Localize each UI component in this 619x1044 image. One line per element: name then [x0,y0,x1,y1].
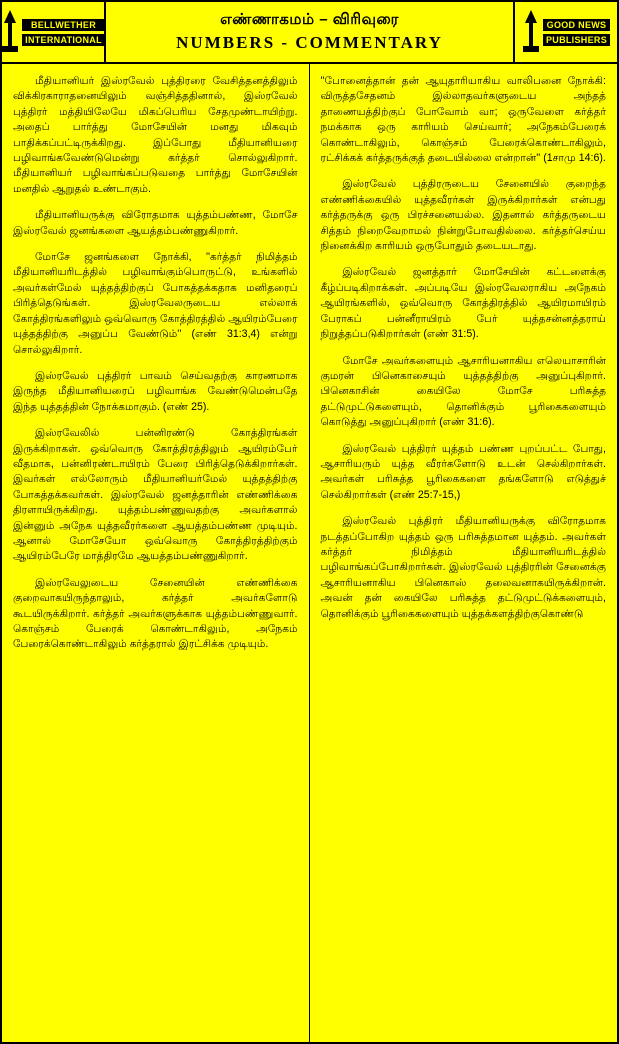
paragraph: இஸ்ரவேல் புத்திரர் பாவம் செய்வதற்கு காரணமாக இருந்த மீதியானியரைப் பழிவாங்க வேண்டுமென்பதே இந்த யுத்தத்தின் நோக்கமாகும். (எண் 25). [13,369,298,413]
logo-left-inner [1,10,105,54]
paragraph: இஸ்ரவேலுடைய சேனையின் எண்ணிக்கை குறைவாகயிருந்தாலும், கர்த்தர் அவர்களோடு கூடயிருக்கிறார். கர்த்தர் அவர்களுக்காக யுத்தம்பண்ணுவார். கொஞ்சம் பேரைக் கொண்டாகிலும், அநேகம் பேரைக்கொண்டாகிலும் கர்த்தரால் இரட்சிக்க முடியும். [13,576,298,651]
paragraph: மீதியானியருக்கு விரோதமாக யுத்தம்பண்ண, மோசே இஸ்ரவேல் ஜனங்களை ஆயத்தம்பண்ணுகிறார். [13,209,298,237]
page-title-english: NUMBERS - COMMENTARY [176,33,443,52]
paragraph: மீதியானியர் இஸ்ரவேல் புத்திரரை வேசித்தனத்திலும் விக்கிரகாராதனையிலும் வஞ்சித்ததினால், இஸ்ரவேல் புத்திரர் மத்தியிலேயே மிகப்பெரிய சேதமுண்டாயிற்று. அதைப் பார்த்து மோசேயின் மனது மிகவும் பாதிக்கப்பட்டிருக்கிறது. இப்போது மீதியானியரை பழிவாங்கவேண்டுமென்று கர்த்தர் சொல்லுகிறார். மீதியானியர் பழிவாங்கப்படுவதை பார்த்து மோசேயின் மனதில் ஆறுதல் உண்டாகும். [13,75,298,195]
right-column [310,64,618,1042]
paragraph: இஸ்ரவேல் ஜனத்தார் மோசேயின் கட்டளைக்கு கீழ்ப்படிகிறாக்கள். அப்படியே இஸ்ரவேலராகிய அநேகம் ஆயிரங்களில், ஒவ்வொரு கோத்திரத்தில் ஆயிரமாயிரம் பேராகப் பன்னீராயிரம் பேர் யுத்தசன்னத்தராய் நிறுத்தப்படுகிறார்கள் (எண் 31:5). [320,266,606,341]
paragraph: மோசே ஜனங்களை நோக்கி, ''கர்த்தர் நிமித்தம் மீதியானியரிடத்தில் பழிவாங்கும்பொருட்டு, உங்களில் அவர்கள்மேல் யுத்தத்திற்குப் போகத்தக்கதாக மனிதரைப் பிரித்தெடுங்கள். இஸ்ரவேலருடைய எல்லாக் கோத்திரங்களிலும் ஒவ்வொரு கோத்திரத்தில் ஆயிரம்பேரை யுத்தத்திற்கு அனுப்ப வேண்டும்'' (எண் 31:3,4) என்று சொல்லுகிறார். [13,251,298,356]
page-title-tamil: எண்ணாகமம் – விரிவுரை [220,11,399,28]
body-columns [2,64,617,1042]
logo-right-line1: GOOD NEWS [543,19,610,31]
logo-right-inner [522,10,610,54]
publisher-logo-right [513,2,617,62]
paragraph: இஸ்ரவேல் புத்திரருடைய சேனையில் குறைந்த எண்ணிக்கையில் யுத்தவீரர்கள் இருக்கிறார்கள் என்பது கர்த்தருக்கு ஒரு பிரச்சனையல்ல. இதனால் கர்த்தருடைய சித்தம் நிறைவேறாமல் நின்றுபோவதில்லை. கர்த்தர்செய்ய நினைக்கிற காரியம் ஒருபோதும் தடையடாது. [320,178,606,253]
logo-left-words [22,19,105,46]
paragraph: இஸ்ரவேல் புத்திரர் யுத்தம் பண்ண புறப்பட்ட போது, ஆசாரியரும் யுத்த வீரர்களோடு உடன் செல்கிறார்கள். அவர்கள் பரிசுத்த பூரிகைகளை தங்களோடு எடுத்துச் செல்கிறார்கள் (எண் 25:7-15,) [320,442,606,501]
paragraph: ''போனைத்தான் தன் ஆயுதாரியாகிய வாலிபனை நோக்கி: விருத்தசேதனம் இல்லாதவர்களுடைய அந்தத் தாணையத்திற்குப் போவோம் வா; ஒருவேளை கர்த்தர் நமக்காக ஒரு காரியம் செய்வார்; அநேகம்பேரைக் கொண்டாகிலும், கொஞ்சம் பேரைக்கொண்டாகிலும், ரட்சிக்கக் கர்த்தருக்குத் தடையில்லை என்றான்'' (1சாமு 14:6). [320,75,606,165]
publisher-logo-left [2,2,106,62]
left-column [2,64,310,1042]
page-header [2,2,617,64]
paragraph: இஸ்ரவேலில் பன்னிரண்டு கோத்திரங்கள் இருக்கிறாகள். ஒவ்வொரு கோத்திரத்திலும் ஆயிரம்பேர் வீதமாக, பன்னிரண்டாயிரம் பேரை பிரித்தெடுக்கிறார்கள். இவர்கள் எல்லோரும் மீதியானியர்மேல் யுத்தத்திற்கு போகத்தக்கவர்கள். இஸ்ரவேல் ஜனத்தாரின் எண்ணிக்கை திரளாயிருக்கிறது. யுத்தம்பண்ணுவதற்கு அவர்களால் இன்னும் அநேக யுத்தவீரர்களை ஆயத்தம்பண்ண முடியும். ஆனால் மோசேயோ ஒவ்வொரு கோத்திரத்திற்கும் ஆயிரம்பேரே மாத்திரமே ஆயத்தம்பண்ணுகிறார். [13,427,298,563]
logo-right-words [543,19,610,46]
torch-icon [1,10,19,54]
logo-left-line1: BELLWETHER [22,19,105,31]
logo-left-line2: INTERNATIONAL [22,34,105,46]
paragraph: மோசே அவர்களையும் ஆசாரியனாகிய எலெயாசாரின் குமரன் பினெகாசையும் யுத்தத்திற்கு அனுப்புகிறார். பினெகாசின் கையிலே மோசே பரிசுத்த தட்டுமுட்டுகளையும், தொனிக்கும் பூரிகைகளையும் கொடுத்து அனுப்புகிறார் (எண் 31:6). [320,354,606,429]
torch-icon [522,10,540,54]
title-block [106,2,513,62]
logo-right-line2: PUBLISHERS [543,34,610,46]
paragraph: இஸ்ரவேல் புத்திரர் மீதியானியருக்கு விரோதமாக நடத்தப்போகிற யுத்தம் ஒரு பரிசுத்தமான யுத்தம். அவர்கள் கர்த்தர் நிமித்தம் மீதியானியரிடத்தில் பழிவாங்கப்போகிறார்கள். இஸ்ரவேல் புத்திரரின் சேனைக்கு ஆசாரியனாகிய பினெகாஸ் தலைவனாகயிருக்கிறான். அவன் தன் கையிலே பரிசுத்த தட்டுமுட்டுக்களையும், தொனிக்கும் பூரிகைகளையும் யுத்தக்களத்திற்குகொண்டு [320,515,606,620]
